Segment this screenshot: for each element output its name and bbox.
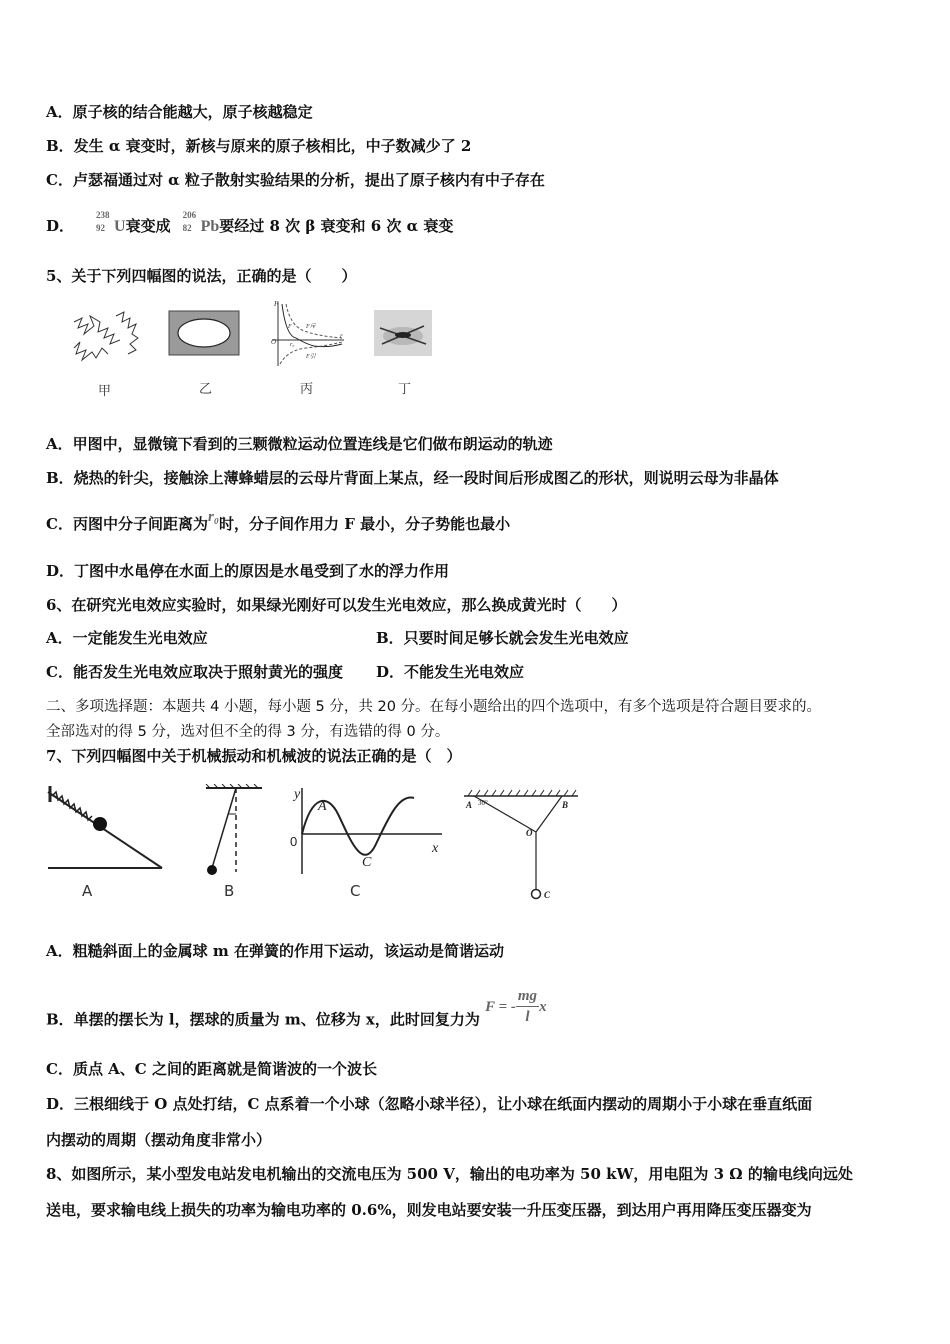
wave-point-a: A	[318, 799, 327, 814]
section2-line2: 全部选对的得 5 分，选对但不全的得 3 分，有选错的得 0 分。	[46, 724, 450, 740]
q4-option-d	[46, 210, 454, 237]
q7-option-b: B．单摆的摆长为 l，摆球的质量为 m、位移为 x，此时回复力为 F = - $\frac{mg}{l}$ x	[46, 988, 547, 1029]
wave-y-label: y	[294, 787, 301, 802]
q6-option-a: A．一定能发生光电效应	[46, 629, 208, 647]
graph-origin-label: O	[271, 338, 277, 346]
q6-option-c: C．能否发生光电效应取决于照射黄光的强度	[46, 663, 343, 681]
triangle-point-o: O	[526, 828, 533, 838]
q7-option-d-line1: D．三根细线于 O 点处打结，C 点系着一个小球（忽略小球半径），让小球在纸面内摆动的周期小于小球在垂直纸面	[46, 1095, 813, 1113]
triangle-point-c: C	[544, 890, 551, 900]
three-strings-figure	[460, 786, 584, 904]
formula-fraction: $\frac{mg}{l}$	[517, 988, 538, 1025]
q4-option-b: B．发生 α 衰变时，新核与原来的原子核相比，中子数减少了 2	[46, 137, 472, 155]
q7-stem: 7、下列四幅图中关于机械振动和机械波的说法正确的是（ ）	[46, 747, 462, 765]
incline-spring-figure	[44, 784, 168, 874]
wave-x-label: x	[432, 841, 439, 856]
q5-option-d: D．丁图中水黾停在水面上的原因是水黾受到了水的浮力作用	[46, 562, 450, 580]
q6-option-b: B．只要时间足够长就会发生光电效应	[376, 629, 629, 647]
q5-option-b: B．烧热的针尖，接触涂上薄蜂蜡层的云母片背面上某点，经一段时间后形成图乙的形状，则说明云母为非晶体	[46, 469, 779, 487]
triangle-point-b: B	[562, 800, 569, 810]
wave-point-c: C	[362, 855, 372, 870]
uranium-nuclide: 238 92 U	[96, 210, 126, 235]
graph-r0-label: r₀	[290, 342, 295, 348]
caption-bing: 丙	[300, 382, 314, 397]
water-strider-figure	[374, 310, 432, 356]
wave-origin-label: 0	[290, 834, 298, 849]
graph-y-label: F	[274, 300, 279, 308]
triangle-point-a: A	[466, 800, 473, 810]
triangle-angle: 30°	[478, 799, 488, 807]
q8-line2: 送电，要求输电线上损失的功率为输电功率的 0.6%，则发电站要安装一升压变压器，到达用户再用降压变压器变为	[46, 1201, 812, 1219]
caption-7a: A	[82, 882, 93, 900]
pendulum-figure	[198, 784, 270, 880]
q6-stem: 6、在研究光电效应实验时，如果绿光刚好可以发生光电效应，那么换成黄光时（ ）	[46, 596, 627, 614]
graph-f-label: F	[288, 324, 292, 330]
q7-option-a: A．粗糙斜面上的金属球 m 在弹簧的作用下运动，该运动是简谐运动	[46, 942, 504, 960]
caption-yi: 乙	[199, 382, 213, 397]
brownian-motion-figure	[70, 308, 142, 364]
caption-7c: C	[350, 882, 361, 900]
q7-option-d-line2: 内摆动的周期（摆动角度非常小）	[46, 1131, 272, 1149]
mica-sheet-figure	[168, 310, 240, 356]
q5-stem: 5、关于下列四幅图的说法，正确的是（ ）	[46, 267, 357, 285]
q8-line1: 8、如图所示，某小型发电站发电机输出的交流电压为 500 V，输出的电功率为 50 kW，用电阻为 3 Ω 的输电线向远处	[46, 1165, 853, 1183]
q7-option-c: C．质点 A、C 之间的距离就是简谐波的一个波长	[46, 1060, 377, 1078]
q5-option-c: C．丙图中分子间距离为r₀时，分子间作用力 F 最小，分子势能也最小	[46, 509, 511, 533]
graph-repulse-label: F斥	[306, 324, 316, 330]
q4-d-tail: 要经过 8 次 β 衰变和 6 次 α 衰变	[219, 217, 454, 235]
graph-attract-label: F引	[306, 354, 316, 360]
caption-jia: 甲	[98, 384, 112, 399]
caption-ding: 丁	[398, 382, 412, 397]
q4-d-mid: 衰变成	[125, 217, 171, 235]
r0-symbol: r₀	[207, 509, 220, 525]
q5-option-a: A．甲图中，显微镜下看到的三颗微粒运动位置连线是它们做布朗运动的轨迹	[46, 435, 553, 453]
graph-x-label: r	[340, 332, 343, 340]
q4-option-d-label: D．	[46, 217, 75, 235]
molecular-force-graph	[266, 298, 348, 368]
wave-graph-figure	[284, 784, 448, 880]
lead-nuclide: 206 82 Pb	[182, 210, 220, 235]
formula-right: x	[539, 998, 547, 1015]
formula-left: F = -	[485, 998, 516, 1015]
q4-option-a: A．原子核的结合能越大，原子核越稳定	[46, 103, 313, 121]
q6-option-d: D．不能发生光电效应	[376, 663, 525, 681]
section2-line1: 二、多项选择题：本题共 4 小题，每小题 5 分，共 20 分。在每小题给出的四个选项中，有多个选项是符合题目要求的。	[46, 699, 822, 715]
caption-7b: B	[224, 882, 235, 900]
q4-option-c: C．卢瑟福通过对 α 粒子散射实验结果的分析，提出了原子核内有中子存在	[46, 171, 545, 189]
